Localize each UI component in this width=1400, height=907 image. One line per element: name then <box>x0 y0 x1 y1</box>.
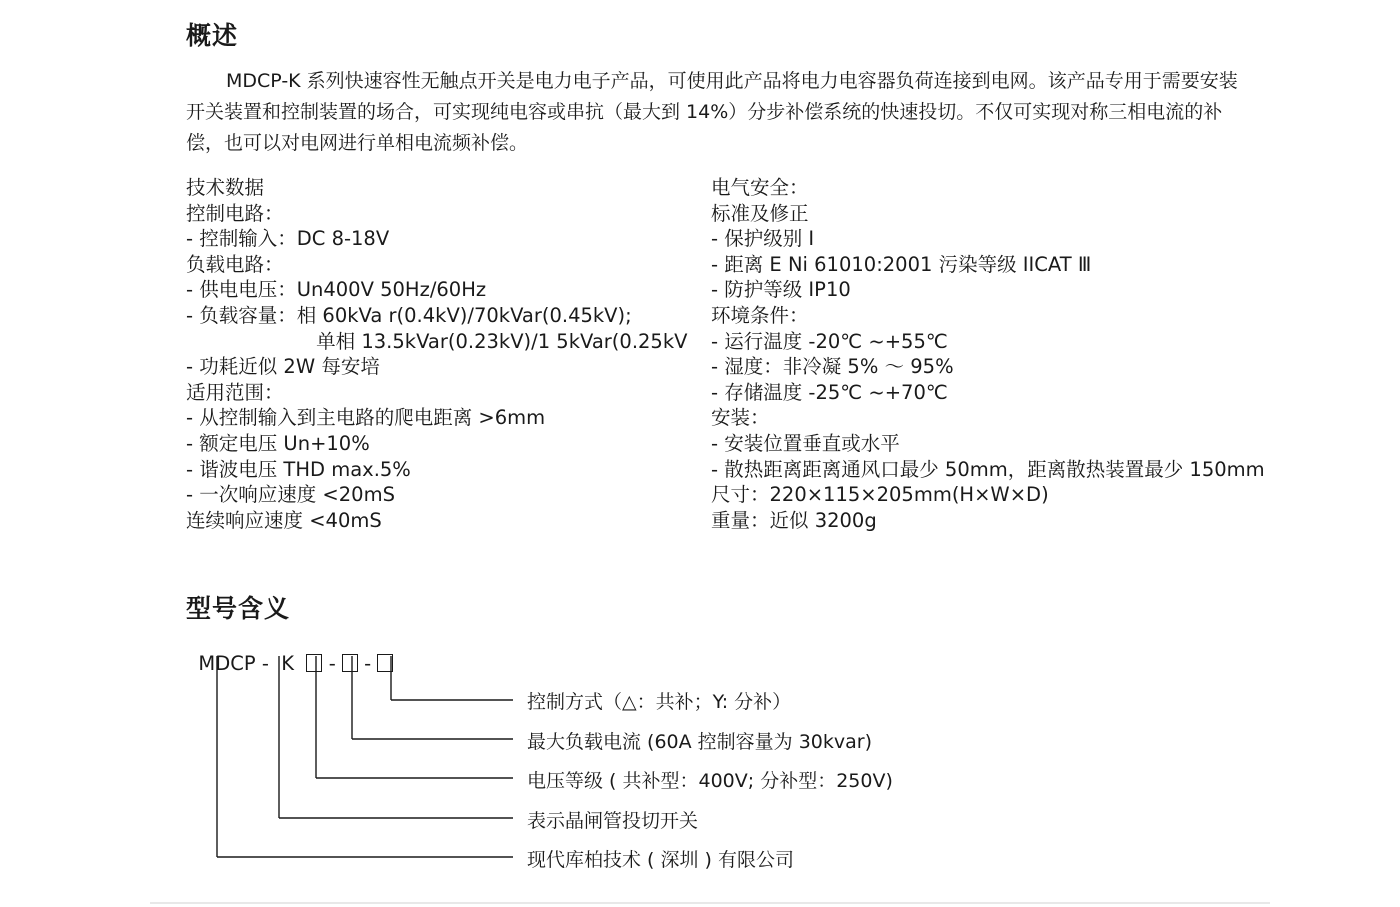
overview-heading: 概述 <box>186 21 239 50</box>
spec-line: 控制电路： <box>186 201 284 225</box>
spec-line: - 保护级别 I <box>711 227 815 251</box>
model-sep-3: - <box>364 652 372 675</box>
spec-line: - 防护等级 IP10 <box>711 278 851 302</box>
model-sep-2: - <box>328 652 336 675</box>
spec-line: - 湿度：非冷凝 5% ～ 95% <box>711 355 954 379</box>
spec-line: 负载电路： <box>186 252 284 276</box>
spec-line: 标准及修正 <box>711 201 809 225</box>
spec-line: - 从控制输入到主电路的爬电距离 >6mm <box>186 406 546 430</box>
spec-line: - 负载容量：相 60kVa r(0.4kV)/70kVar(0.45kV); <box>186 303 632 327</box>
spec-line: - 一次响应速度 <20mS <box>186 483 395 507</box>
legend-item: 电压等级 ( 共补型：400V; 分补型：250V) <box>527 770 893 792</box>
spec-line: 单相 13.5kVar(0.23kV)/1 5kVar(0.25kV <box>186 329 688 353</box>
spec-line: 尺寸：220×115×205mm(H×W×D) <box>711 483 1049 507</box>
spec-line: 适用范围： <box>186 380 284 404</box>
legend-item: 现代库柏技术 ( 深圳 ) 有限公司 <box>527 849 794 871</box>
spec-line: 电气安全： <box>711 176 809 199</box>
spec-line: 安装： <box>711 406 770 430</box>
spec-line: 重量：近似 3200g <box>711 508 877 532</box>
legend-item: 控制方式（△：共补；Y: 分补） <box>527 691 792 713</box>
spec-line: - 运行温度 -20℃ ~+55℃ <box>711 329 948 353</box>
spec-line: - 控制输入：DC 8-18V <box>186 227 390 251</box>
legend-item: 表示晶闸管投切开关 <box>527 809 699 832</box>
spec-line: - 谐波电压 THD max.5% <box>186 457 411 481</box>
bottom-divider <box>150 902 1270 904</box>
spec-line: 连续响应速度 <40mS <box>186 508 382 532</box>
overview-text: MDCP-K 系列快速容性无触点开关是电力电子产品，可使用此产品将电力电容器负荷连接到电网。该产品专用于需要安装开关装置和控制装置的场合，可实现纯电容或串抗（最大到 14%）分步补偿系统的快速投切。不仅可实现对称三相电流的补偿，也可以对电网进行单相电流频补偿。 <box>186 70 1238 154</box>
spec-line: 环境条件： <box>711 303 809 327</box>
model-k: K <box>281 652 295 675</box>
spec-line: - 距离 E Ni 61010:2001 污染等级 IICAT Ⅲ <box>711 252 1092 276</box>
spec-line: - 散热距离距离通风口最少 50mm，距离散热装置最少 150mm <box>711 457 1265 481</box>
model-sep-1: - <box>261 652 269 675</box>
spec-line: - 功耗近似 2W 每安培 <box>186 355 380 379</box>
spec-line: - 供电电压：Un400V 50Hz/60Hz <box>186 278 487 302</box>
model-legend <box>527 687 893 885</box>
spec-line: 技术数据 <box>186 176 265 199</box>
spec-line: - 存储温度 -25℃ ~+70℃ <box>711 380 948 404</box>
model-prefix: MDCP <box>198 652 256 675</box>
spec-line: - 额定电压 Un+10% <box>186 431 370 455</box>
model-heading: 型号含义 <box>186 594 291 623</box>
spec-line: - 安装位置垂直或水平 <box>711 431 900 455</box>
legend-item: 最大负载电流 (60A 控制容量为 30kvar) <box>527 730 872 753</box>
